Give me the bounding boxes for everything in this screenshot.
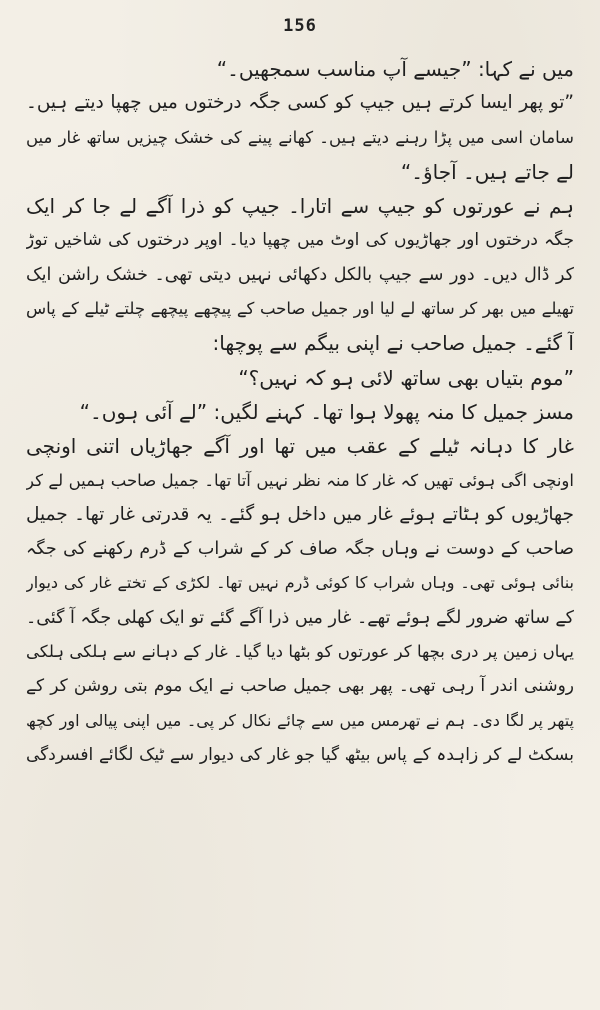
urdu-body-text: [26, 52, 574, 772]
text-line: بسکٹ لے کر زاہدہ کے پاس بیٹھ گیا جو غار کی دیوار سے ٹیک لگائے افسردگی: [26, 744, 574, 765]
text-line: پتھر پر لگا دی۔ ہم نے تھرمس میں سے چائے نکال کر پی۔ میں اپنی پیالی اور کچھ: [26, 710, 574, 730]
text-line: ہم نے عورتوں کو جیپ سے اتارا۔ جیپ کو ذرا آگے لے جا کر ایک: [26, 194, 574, 219]
text-line: یہاں زمین پر دری بچھا کر عورتوں کو بٹھا دیا گیا۔ غار کے دہانے سے ہلکی ہلکی: [26, 642, 574, 662]
text-line: مسز جمیل کا منہ پھولا ہوا تھا۔ کہنے لگیں: ”لے آئی ہوں۔“: [79, 399, 574, 424]
text-line: آ گئے۔ جمیل صاحب نے اپنی بیگم سے پوچھا:: [212, 331, 574, 356]
text-line: کر ڈال دیں۔ دور سے جیپ بالکل دکھائی نہیں دیتی تھی۔ خشک راشن ایک: [26, 264, 574, 285]
text-line: تھیلے میں بھر کر ساتھ لے لیا اور جمیل صاحب کے پیچھے پیچھے چلتے ٹیلے کے پاس: [26, 299, 574, 319]
text-line: جھاڑیوں کو ہٹاتے ہوئے غار میں داخل ہو گئے۔ یہ قدرتی غار تھا۔ جمیل: [26, 503, 574, 525]
text-line: کے ساتھ ضرور لگے ہوئے تھے۔ غار میں ذرا آگے گئے تو ایک کھلی جگہ آ گئی۔: [26, 607, 574, 628]
text-line: سامان اسی میں پڑا رہنے دیتے ہیں۔ کھانے پینے کی خشک چیزیں ساتھ غار میں: [26, 127, 574, 147]
text-line: میں نے کہا: ”جیسے آپ مناسب سمجھیں۔“: [216, 57, 574, 81]
text-line: لے جاتے ہیں۔ آجاؤ۔“: [400, 159, 574, 184]
text-line: جگہ درختوں اور جھاڑیوں کی اوٹ میں چھپا دیا۔ اوپر درختوں کی شاخیں توڑ: [26, 230, 574, 251]
text-line: ”تو پھر ایسا کرتے ہیں جیپ کو کسی جگہ درختوں میں چھپا دیتے ہیں۔: [26, 92, 574, 114]
text-line: بنائی ہوئی تھی۔ وہاں شراب کا کوئی ڈرم نہیں تھا۔ لکڑی کے تختے غار کی دیوار: [26, 573, 574, 593]
page-number: 156: [283, 16, 317, 36]
text-line: صاحب کے دوست نے وہاں جگہ صاف کر کے شراب کے ڈرم رکھنے کی جگہ: [26, 539, 574, 560]
text-line: اونچی اگی ہوئی تھیں کہ غار کا منہ نظر نہیں آتا تھا۔ جمیل صاحب ہمیں لے کر: [26, 470, 574, 490]
text-line: روشنی اندر آ رہی تھی۔ پھر بھی جمیل صاحب نے ایک موم بتی روشن کر کے: [26, 676, 574, 697]
text-line: غار کا دہانہ ٹیلے کے عقب میں تھا اور آگے جھاڑیاں اتنی اونچی: [26, 434, 574, 459]
text-line: ”موم بتیاں بھی ساتھ لائی ہو کہ نہیں؟“: [238, 365, 574, 390]
